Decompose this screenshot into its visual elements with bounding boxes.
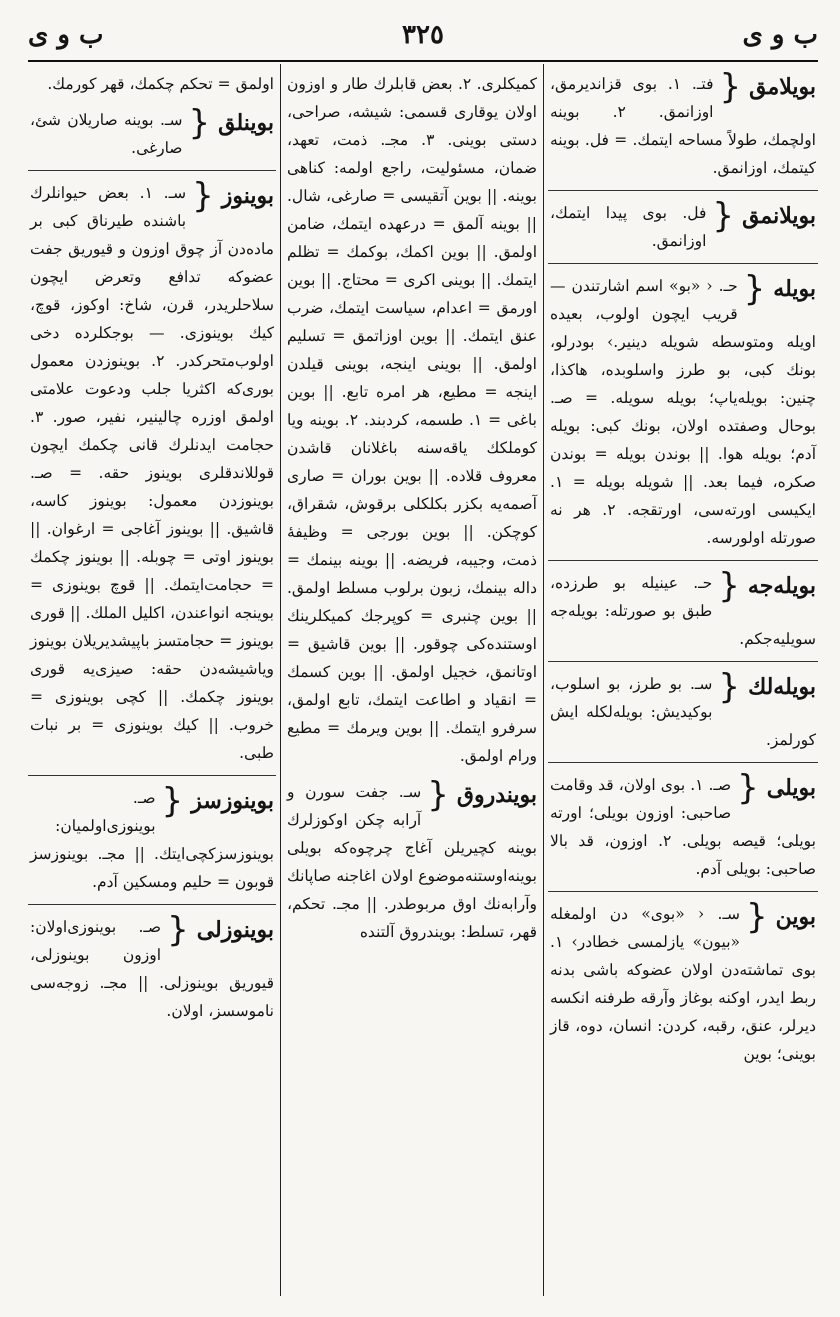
column-divider	[280, 64, 281, 1296]
dictionary-entry	[548, 263, 818, 560]
entry-headword: بوينوزسز	[191, 788, 274, 814]
dictionary-entry	[548, 190, 818, 263]
entry-brace: {	[743, 269, 766, 309]
entry-brace: {	[718, 566, 740, 606]
entry-brace: {	[718, 667, 741, 707]
running-head-right: ب و ى	[742, 20, 818, 50]
entry-definition: فتـ. ١. بوى قزانديرمق، اوزانمق. ٢. بوينه اولچمك، طولاً مساحه ايتمك. = فل. بوينه كيتمك، اوزانمق.	[550, 75, 816, 177]
header-rule	[28, 60, 818, 62]
entry-continuation: كميكلرى. ٢. بعض قابلرك طار و اوزون اولان يوقارى قسمى: شيشه، صراحى، دستى بوينى. ٣. مجـ. ذمت، تعهد، ضمان، مسئوليت، راجع اولمه: كناهى بوينه. || بوين آتقيسى = صارغى، شال. || بوينه آلمق = درعهده ايتمك، ضامن اولمق. || بوين اكمك، بوكمك = تظلم ايتمك. || بوينى اكرى = محتاج. || بوين اورمق = اعدام، سياست ايتمك، ضرب عنق ايتمك. || بوين اوزاتمق = تسليم اولمق. || بوينى اينجه، بوينى قيلدن اينجه = مطيع، هر امره تابع. || بوين باغى = ١. طسمه، كردبند. ٢. بوينه ويا كوملكك ياقه‌سنه باغلانان قاشدن معروف قلاده. || بوين بوران = صارى آصمه‌يه بكزر بكلكلى برقوش، شقراق، كوچكن. || بوين بورجى = وظيفهٔ ذمت، وجيبه، فريضه. || بوينه بينمك = داله بينمك، زبون برلوب مسلط اولمق. || بوين چنبرى = كوپرجك كميكلرينك اوستنده‌كى چوقور. || بوين قاشيق = اوتانمق، خجيل اولمق. || بوين كسمك = انقياد و اطاعت ايتمك، تابع اولمق، سرفرو ايتمك. || بوين ويرمك = مطيع ورام اولمق.	[287, 75, 537, 765]
entry-definition: صـ. ١. بوى اولان، قد وقامت صاحبى: اوزون بويلى؛ اورته بويلى؛ قيصه بويلى. ٢. اوزون، قد بالا صاحبى: بويلى آدم.	[550, 776, 816, 878]
dictionary-entry	[548, 661, 818, 762]
entry-continuation: اولمق = تحكم چكمك، قهر كورمك.	[47, 75, 274, 93]
entry-definition: سـ. بو طرز، بو اسلوب، بوكيديش: بويله‌لكله ايش كورلمز.	[550, 675, 816, 749]
dictionary-entry	[28, 904, 276, 1033]
entry-headword: بوينلق	[218, 110, 274, 136]
entry-brace: {	[192, 176, 214, 216]
entry-headword: بويله‌لك	[748, 674, 816, 700]
dictionary-entry	[28, 170, 276, 775]
entry-headword: بويلى	[766, 775, 816, 801]
entry-headword: بويلانمق	[742, 203, 816, 229]
page-header	[28, 18, 818, 62]
column-middle	[285, 70, 539, 1295]
entry-definition: صـ. بوينوزى‌اولميان: بوينوزسزكچى‌ايتك. || مجـ. بوينوزسز قوبون = حليم ومسكين آدم.	[30, 789, 274, 891]
dictionary-entry	[548, 70, 818, 190]
entry-brace: {	[161, 781, 184, 821]
entry-definition: صـ. بوينوزى‌اولان: اوزون بوينوزلى، قيوريق بوينوزلى. || مجـ. زوجه‌سى ناموسسز، اولان.	[30, 918, 274, 1020]
entry-headword: بويله‌جه	[747, 573, 816, 599]
entry-brace: {	[427, 775, 449, 815]
dictionary-entry	[548, 560, 818, 661]
entry-definition: سـ. ١. بعض حيوانلرك باشنده طيرناق كبى بر ماده‌دن آز چوق اوزون و قيوريق جفت عضوكه تدافع وتعرض ايچون سلاحلريدر، قرن، شاخ: اوكوز، قوچ، كيك بوينوزى. — بوجكلرده دخى اولوب‌متحركدر. ٢. بوينوزدن معمول بورى‌كه اكثريا جلب ودعوت علامتى اولمق اوزره چالينير، نفير، صور. ٣. حجامت ايدنلرك قانى چكمك ايچون قوللاندقلرى بوينوز حقه. = صـ. بوينوزدن معمول: بوينوز كاسه، قاشيق. || بوينوز آغاجى = ارغوان. || بوينوز اوتى = چوبله. || بوينوز چكمك = حجامت‌ايتمك. || قوچ بوينوزى = بوينجه انواعندن، اكليل الملك. || قورى بوينوز = حجامتسز باپيشديريلان بوينوز وياشيشه‌دن حقه: صيزى‌يه قورى بوينوز چكمك. || كچى بوينوزى = خروب. || كيك بوينوزى = بر نبات طبى.	[30, 184, 274, 762]
entry-headword: بوينوزلى	[196, 917, 274, 943]
entry-definition: حـ. عينيله بو طرزده، طبق بو صورتله: بويله‌جه سويليه‌جكم.	[550, 574, 816, 648]
entry-brace: {	[737, 768, 759, 808]
dictionary-entry	[28, 775, 276, 904]
entry-brace: {	[188, 103, 211, 143]
entry-brace: {	[712, 196, 735, 236]
dictionary-entry	[548, 891, 818, 1076]
entry-headword: بويندروق	[456, 782, 537, 808]
dictionary-entry	[28, 103, 276, 170]
entry-brace: {	[746, 897, 768, 937]
entry-definition: حـ. ‹ «بو» اسم اشارتندن — قريب ايچون اولوب، بعيده اويله ومتوسطه شويله دينير.› بودرلو، بونك كبى، بو طرز واسلوبده، هاكذا، چنين: بويله‌ياپ؛ بويله سويله. = صـ. بوحال وصفتده اولان، بونك كبى: بويله آدم؛ بويله هوا. || بوندن بويله = بوندن صكره، فيما بعد. || شويله بويله = ١. ايكيسى اورته‌سى، اورتقجه. ٢. هر نه صورتله اولورسه.	[550, 277, 816, 547]
entry-brace: {	[719, 70, 742, 107]
entry-definition: سـ. ‹ «بوى» دن اولمغله «بيون» يازلمسى خطادر› ١. بوى تماشته‌دن اولان عضوكه باشى بدنه ربط ايدر، اوكنه بوغاز وآرقه طرفنه انكسه ديرلر، عنق، رقبه، كردن: انسان، دوه، قاز بوينى؛ بوين	[550, 905, 816, 1063]
entry-headword: بويله	[773, 276, 816, 302]
column-right	[548, 70, 818, 1295]
entry-definition: سـ. بوينه صاريلان شئ، صارغى.	[30, 111, 183, 157]
dictionary-entry	[548, 762, 818, 891]
entry-definition: فل. بوى پيدا ايتمك، اوزانمق.	[550, 204, 707, 250]
entry-headword: بوينوز	[221, 183, 274, 209]
entry-headword: بويلامق	[749, 74, 816, 100]
running-head-left: ب و ى	[28, 20, 104, 50]
entry-headword: بوين	[775, 904, 816, 930]
dictionary-entry	[285, 775, 539, 954]
column-left	[28, 70, 276, 1295]
entry-definition: سـ. جفت سورن و آرابه چكن اوكوزلرك بوينه كچيريلن آغاج چرچوه‌كه بويلى بوينه‌اوستنه‌موضوع اولان اغاجنه صاپانك وآرابه‌نك اوق مربوطدر. || مجـ. تحكم، قهر، تسلط: بويندروق آلتنده	[287, 783, 537, 941]
entry-brace: {	[167, 910, 189, 950]
page-number: ٣٢٥	[402, 20, 444, 50]
column-divider	[543, 64, 544, 1296]
